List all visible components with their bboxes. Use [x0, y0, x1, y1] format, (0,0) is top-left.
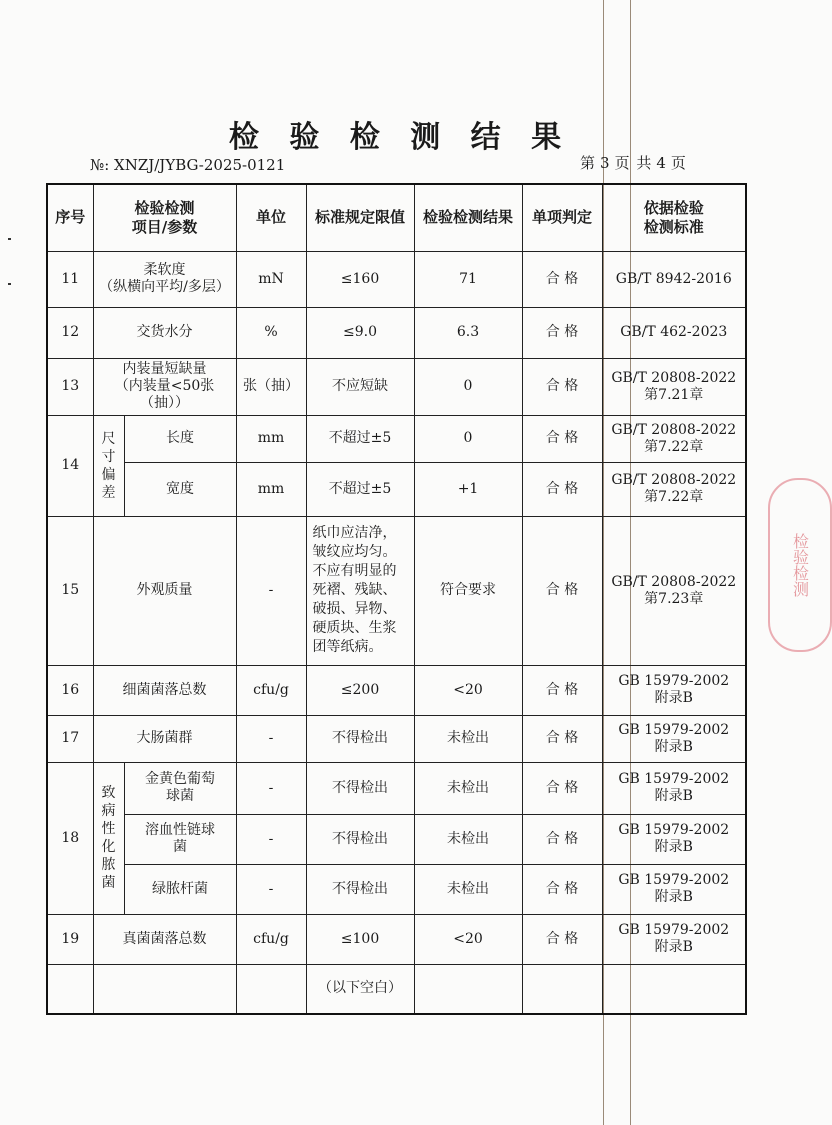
cell-item: 外观质量 [93, 516, 236, 665]
cell-item: 绿脓杆菌 [124, 864, 236, 914]
table-row [47, 251, 746, 307]
table-row [47, 964, 746, 1014]
cell-unit: 张（抽） [236, 358, 306, 415]
margin-mark [8, 283, 11, 285]
cell-seq: 11 [47, 251, 93, 307]
cell-std: GB 15979-2002 附录B [602, 914, 746, 964]
margin-mark [8, 238, 11, 240]
cell-result: <20 [414, 914, 522, 964]
table-row [47, 814, 746, 864]
inspection-seal: 检验检测 [768, 478, 832, 652]
cell-judge: 合 格 [522, 914, 602, 964]
cell-unit: - [236, 814, 306, 864]
header-seq: 序号 [47, 184, 93, 251]
cell-req: ≤100 [306, 914, 414, 964]
blank-note: （以下空白） [306, 964, 414, 1014]
cell-unit: - [236, 762, 306, 814]
cell-seq: 12 [47, 307, 93, 358]
page-title: 检 验 检 测 结 果 [228, 120, 572, 155]
cell-std-empty [602, 964, 746, 1014]
table-row [47, 665, 746, 715]
cell-unit: cfu/g [236, 914, 306, 964]
cell-unit: mm [236, 462, 306, 516]
cell-judge: 合 格 [522, 864, 602, 914]
header-req: 标准规定限值 [306, 184, 414, 251]
cell-judge: 合 格 [522, 415, 602, 462]
cell-seq: 19 [47, 914, 93, 964]
cell-judge: 合 格 [522, 462, 602, 516]
cell-std: GB 15979-2002 附录B [602, 864, 746, 914]
cell-std: GB 15979-2002 附录B [602, 715, 746, 762]
cell-result: 6.3 [414, 307, 522, 358]
cell-seq: 14 [47, 415, 93, 516]
cell-req: ≤9.0 [306, 307, 414, 358]
cell-req: 不超过±5 [306, 415, 414, 462]
cell-req: 不得检出 [306, 864, 414, 914]
cell-req: ≤160 [306, 251, 414, 307]
cell-item: 大肠菌群 [93, 715, 236, 762]
cell-std: GB/T 20808-2022 第7.22章 [602, 415, 746, 462]
table-row [47, 307, 746, 358]
cell-req: 不得检出 [306, 715, 414, 762]
cell-std: GB/T 20808-2022 第7.23章 [602, 516, 746, 665]
table-row [47, 358, 746, 415]
cell-judge: 合 格 [522, 665, 602, 715]
cell-result: 未检出 [414, 864, 522, 914]
cell-std: GB/T 462-2023 [602, 307, 746, 358]
cell-item: 金黄色葡萄 球菌 [124, 762, 236, 814]
cell-result: <20 [414, 665, 522, 715]
cell-group-size-deviation: 尺 寸 偏 差 [93, 415, 124, 516]
cell-result: 0 [414, 358, 522, 415]
cell-unit: - [236, 516, 306, 665]
cell-item: 宽度 [124, 462, 236, 516]
cell-item: 溶血性链球 菌 [124, 814, 236, 864]
cell-seq: 15 [47, 516, 93, 665]
header-item: 检验检测 项目/参数 [93, 184, 236, 251]
header-unit: 单位 [236, 184, 306, 251]
table-row [47, 914, 746, 964]
cell-item: 真菌菌落总数 [93, 914, 236, 964]
cell-unit: mm [236, 415, 306, 462]
cell-req: 不得检出 [306, 762, 414, 814]
cell-req: 不得检出 [306, 814, 414, 864]
cell-seq: 18 [47, 762, 93, 914]
cell-judge: 合 格 [522, 358, 602, 415]
cell-result: 未检出 [414, 814, 522, 864]
table-row [47, 864, 746, 914]
cell-judge: 合 格 [522, 307, 602, 358]
table-row [47, 715, 746, 762]
cell-judge: 合 格 [522, 516, 602, 665]
cell-item: 长度 [124, 415, 236, 462]
cell-req: 不超过±5 [306, 462, 414, 516]
cell-std: GB 15979-2002 附录B [602, 665, 746, 715]
header-row [47, 184, 746, 251]
table-row [47, 462, 746, 516]
cell-item-empty [93, 964, 236, 1014]
cell-unit: cfu/g [236, 665, 306, 715]
cell-seq: 13 [47, 358, 93, 415]
cell-std: GB/T 8942-2016 [602, 251, 746, 307]
cell-result-empty [414, 964, 522, 1014]
results-table [46, 183, 747, 1015]
cell-judge: 合 格 [522, 251, 602, 307]
cell-seq-empty [47, 964, 93, 1014]
cell-judge: 合 格 [522, 715, 602, 762]
cell-result: 未检出 [414, 715, 522, 762]
cell-std: GB 15979-2002 附录B [602, 814, 746, 864]
table-row [47, 516, 746, 665]
cell-result: +1 [414, 462, 522, 516]
table-row [47, 415, 746, 462]
header-judge: 单项判定 [522, 184, 602, 251]
cell-result: 0 [414, 415, 522, 462]
cell-judge: 合 格 [522, 762, 602, 814]
page-indicator: 第 3 页 共 4 页 [580, 154, 687, 172]
report-number: №: XNZJ/JYBG-2025-0121 [90, 156, 286, 174]
cell-req: 纸巾应洁净， 皱纹应均匀。 不应有明显的 死褶、残缺、 破损、异物、 硬质块、生浆 团等纸病。 [306, 516, 414, 665]
cell-judge: 合 格 [522, 814, 602, 864]
cell-req: 不应短缺 [306, 358, 414, 415]
cell-item: 内装量短缺量 （内装量<50张（抽）） [93, 358, 236, 415]
cell-result: 符合要求 [414, 516, 522, 665]
table-row [47, 762, 746, 814]
cell-std: GB 15979-2002 附录B [602, 762, 746, 814]
cell-std: GB/T 20808-2022 第7.21章 [602, 358, 746, 415]
cell-req: ≤200 [306, 665, 414, 715]
cell-item: 细菌菌落总数 [93, 665, 236, 715]
cell-judge-empty [522, 964, 602, 1014]
cell-result: 71 [414, 251, 522, 307]
header-std: 依据检验 检测标准 [602, 184, 746, 251]
cell-result: 未检出 [414, 762, 522, 814]
cell-seq: 16 [47, 665, 93, 715]
cell-seq: 17 [47, 715, 93, 762]
cell-unit: - [236, 864, 306, 914]
cell-unit: - [236, 715, 306, 762]
cell-std: GB/T 20808-2022 第7.22章 [602, 462, 746, 516]
cell-unit: mN [236, 251, 306, 307]
cell-unit-empty [236, 964, 306, 1014]
cell-item: 柔软度 （纵横向平均/多层） [93, 251, 236, 307]
cell-unit: % [236, 307, 306, 358]
cell-group-pathogenic-bacteria: 致 病 性 化 脓 菌 [93, 762, 124, 914]
header-result: 检验检测结果 [414, 184, 522, 251]
cell-item: 交货水分 [93, 307, 236, 358]
